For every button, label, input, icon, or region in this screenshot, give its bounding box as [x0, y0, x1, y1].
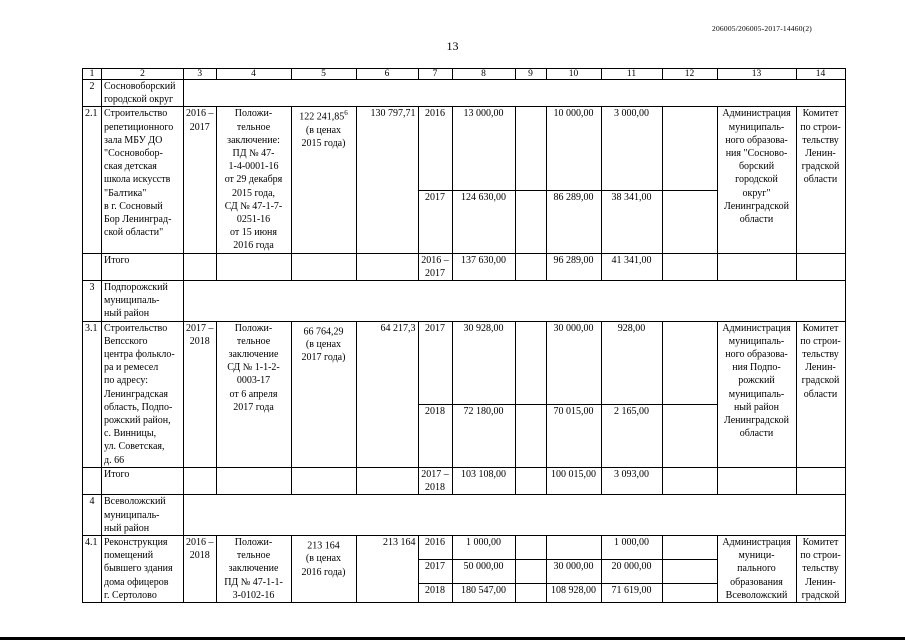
total-empty: [291, 467, 356, 494]
construction-period-line: 2018: [189, 550, 210, 562]
federal-budget: [515, 559, 546, 583]
total-empty: [356, 467, 418, 494]
cost-note-line: 2015 года): [301, 138, 346, 150]
section-row: [83, 80, 846, 107]
local-budget: 71 619,00: [601, 583, 662, 602]
local-budget: 3 000,00: [601, 107, 662, 190]
developer-line: Комитет: [802, 108, 839, 120]
total-label: Итого: [102, 467, 184, 494]
other-sources: [662, 583, 717, 602]
object-name-line: ской области": [104, 227, 164, 239]
total-empty: [216, 467, 291, 494]
total-row: [83, 253, 846, 280]
total-label: Итого: [102, 253, 184, 280]
regional-budget: [546, 535, 601, 559]
total-empty: [796, 253, 845, 280]
customer-line: муниципаль-: [728, 388, 785, 400]
column-number: 3: [184, 69, 217, 80]
regional-budget: 86 289,00: [546, 190, 601, 253]
expertise-conclusion: [216, 107, 291, 253]
expertise-conclusion-line: тельное: [236, 335, 271, 347]
column-number: 1: [83, 69, 102, 80]
customer-line: ный район: [733, 401, 780, 413]
cost-value: 122 241,85: [299, 111, 345, 123]
expertise-conclusion-line: 3-0102-16: [232, 589, 275, 601]
object-name-line: Реконструкция: [104, 536, 168, 548]
year: 2016: [418, 535, 452, 559]
total-period-line: 2017: [425, 267, 445, 279]
construction-period: [184, 535, 217, 602]
total-empty: [662, 467, 717, 494]
expertise-conclusion-line: 2015 года,: [231, 187, 276, 199]
section-name-line: Сосновоборский: [104, 81, 176, 92]
developer-line: по строи-: [800, 121, 841, 133]
estimated-cost: [291, 321, 356, 467]
regional-budget: 108 928,00: [546, 583, 601, 602]
funding-total: 124 630,00: [452, 190, 515, 253]
customer: [717, 535, 796, 602]
cost-value: 66 764,29: [303, 325, 344, 337]
cost-note-line: (в ценах: [305, 553, 342, 565]
estimated-cost: [291, 535, 356, 602]
remaining-cost: 130 797,71: [356, 107, 418, 253]
customer-line: Ленинградской: [724, 200, 789, 212]
column-number: 7: [418, 69, 452, 80]
total-num-empty: [83, 253, 102, 280]
object-name-line: в г. Сосновый: [104, 200, 163, 212]
item-year-row: [83, 107, 846, 190]
expertise-conclusion-line: от 15 июня: [229, 227, 277, 239]
object-name-line: помещений: [104, 550, 154, 562]
total-empty: [216, 253, 291, 280]
object-name-line: с. Винницы,: [104, 428, 157, 440]
section-number: 2: [83, 80, 102, 107]
object-name-line: центра фолькло-: [104, 349, 175, 361]
customer-line: муниципаль-: [728, 335, 785, 347]
item-number: 4.1: [83, 535, 102, 602]
other-sources: [662, 535, 717, 559]
column-number: 4: [216, 69, 291, 80]
total-empty: [662, 253, 717, 280]
other-sources: [662, 321, 717, 404]
customer-line: Всеволожский: [725, 589, 788, 601]
total-empty: [291, 253, 356, 280]
federal-budget: [515, 190, 546, 253]
program-table: [82, 68, 846, 603]
section-name-line: муниципаль-: [104, 509, 160, 521]
item-number: 2.1: [83, 107, 102, 253]
local-budget: 1 000,00: [601, 535, 662, 559]
cost-note-line: 2016 года): [301, 566, 346, 578]
section-row: [83, 495, 846, 536]
cost-value: 213 164: [307, 540, 340, 552]
object-name-line: рожский район,: [104, 415, 171, 427]
section-row: [83, 281, 846, 322]
funding-total: 13 000,00: [452, 107, 515, 190]
total-row: [83, 467, 846, 494]
customer-line: округ": [742, 187, 771, 199]
customer-line: ния Подпо-: [732, 362, 781, 374]
customer-line: области: [739, 214, 774, 226]
object-name-line: по адресу:: [104, 375, 149, 387]
total-empty: [515, 253, 546, 280]
other-sources: [662, 190, 717, 253]
object-name-line: Вепсского: [104, 335, 148, 347]
column-number-row: [83, 69, 846, 80]
customer-line: Администрация: [722, 536, 791, 548]
expertise-conclusion-line: Положи-: [234, 108, 273, 120]
total-regional: 96 289,00: [546, 253, 601, 280]
expertise-conclusion: [216, 535, 291, 602]
customer-line: ного образова-: [725, 349, 788, 361]
other-sources: [662, 404, 717, 467]
developer-line: Ленин-: [805, 576, 836, 588]
developer-line: тельству: [802, 134, 839, 146]
column-number: 9: [515, 69, 546, 80]
object-name-line: "Балтика": [104, 187, 147, 199]
construction-period-line: 2017: [189, 121, 210, 133]
customer-line: Администрация: [722, 322, 791, 334]
total-empty: [356, 253, 418, 280]
total-empty: [796, 467, 845, 494]
developer-line: Комитет: [802, 536, 839, 548]
expertise-conclusion-line: 2016 года: [233, 240, 274, 252]
federal-budget: [515, 535, 546, 559]
expertise-conclusion-line: тельное: [236, 550, 271, 562]
column-number: 12: [662, 69, 717, 80]
developer-line: тельству: [802, 563, 839, 575]
total-empty: [184, 253, 217, 280]
customer-line: пального: [737, 563, 776, 575]
federal-budget: [515, 583, 546, 602]
section-name-line: городской округ: [104, 94, 174, 106]
column-number: 6: [356, 69, 418, 80]
developer-line: тельству: [802, 349, 839, 361]
section-name: [102, 281, 184, 322]
expertise-conclusion-line: от 29 декабря: [224, 174, 283, 186]
year: 2017: [418, 559, 452, 583]
object-name: [102, 107, 184, 253]
local-budget: 20 000,00: [601, 559, 662, 583]
expertise-conclusion-line: 1-4-0001-16: [228, 161, 279, 173]
developer: [796, 535, 845, 602]
customer-line: ния "Сосново-: [725, 148, 788, 160]
federal-budget: [515, 107, 546, 190]
total-funding: 137 630,00: [452, 253, 515, 280]
year: 2018: [418, 583, 452, 602]
total-num-empty: [83, 467, 102, 494]
total-period: [418, 253, 452, 280]
section-empty: [184, 281, 846, 322]
regional-budget: 30 000,00: [546, 321, 601, 404]
object-name: [102, 535, 184, 602]
construction-period-line: 2016 –: [186, 108, 214, 120]
section-empty: [184, 495, 846, 536]
customer-line: ного образова-: [725, 134, 788, 146]
year: 2018: [418, 404, 452, 467]
section-name-line: Всеволожский: [104, 496, 166, 508]
developer-line: градской: [801, 375, 840, 387]
object-name-line: д. 66: [104, 454, 125, 466]
other-sources: [662, 559, 717, 583]
year: 2016: [418, 107, 452, 190]
object-name-line: зала МБУ ДО: [104, 134, 163, 146]
other-sources: [662, 107, 717, 190]
expertise-conclusion-line: 0003-17: [236, 375, 271, 387]
local-budget: 2 165,00: [601, 404, 662, 467]
object-name-line: ра и ремесел: [104, 362, 159, 374]
section-name: [102, 80, 184, 107]
column-number: 10: [546, 69, 601, 80]
total-empty: [717, 253, 796, 280]
expertise-conclusion-line: ПД № 47-1-1-: [224, 576, 283, 588]
cost-footnote-mark: 6: [344, 109, 348, 118]
developer-line: по строи-: [800, 550, 841, 562]
expertise-conclusion: [216, 321, 291, 467]
expertise-conclusion-line: Положи-: [234, 322, 273, 334]
total-local: 41 341,00: [601, 253, 662, 280]
developer-line: градской: [801, 161, 840, 173]
item-year-row: [83, 321, 846, 404]
cost-note-line: (в ценах: [305, 339, 342, 351]
funding-total: 1 000,00: [452, 535, 515, 559]
customer-line: Ленинградской: [724, 415, 789, 427]
expertise-conclusion-line: СД № 47-1-7-: [224, 200, 283, 212]
total-local: 3 093,00: [601, 467, 662, 494]
total-period-line: 2018: [425, 482, 445, 494]
local-budget: 928,00: [601, 321, 662, 404]
developer-line: Ленин-: [805, 148, 836, 160]
developer-line: области: [803, 174, 838, 186]
item-number: 3.1: [83, 321, 102, 467]
expertise-conclusion-line: заключение: [228, 349, 279, 361]
expertise-conclusion-line: 0251-16: [236, 214, 271, 226]
column-number: 11: [601, 69, 662, 80]
object-name-line: школа искусств: [104, 174, 171, 186]
object-name-line: г. Сертолово: [104, 589, 157, 601]
total-regional: 100 015,00: [546, 467, 601, 494]
developer-line: Ленин-: [805, 362, 836, 374]
construction-period-line: 2016 –: [186, 536, 214, 548]
customer-line: городской: [735, 174, 778, 186]
developer: [796, 321, 845, 467]
developer-line: области: [803, 388, 838, 400]
regional-budget: 10 000,00: [546, 107, 601, 190]
document-id: 206005/206005-2017-14460(2): [712, 24, 812, 33]
total-empty: [515, 467, 546, 494]
developer: [796, 107, 845, 253]
construction-period: [184, 321, 217, 467]
developer-line: по строи-: [800, 335, 841, 347]
expertise-conclusion-line: Положи-: [234, 536, 273, 548]
construction-period-line: 2018: [189, 335, 210, 347]
section-number: 3: [83, 281, 102, 322]
section-number: 4: [83, 495, 102, 536]
column-number: 2: [102, 69, 184, 80]
section-empty: [184, 80, 846, 107]
customer: [717, 107, 796, 253]
section-name-line: ный район: [104, 308, 150, 320]
customer-line: рожский: [738, 375, 775, 387]
customer: [717, 321, 796, 467]
expertise-conclusion-line: тельное: [236, 121, 271, 133]
funding-total: 30 928,00: [452, 321, 515, 404]
expertise-conclusion-line: от 6 апреля: [229, 388, 278, 400]
object-name-line: бывшего здания: [104, 563, 173, 575]
object-name-line: Ленинградская: [104, 388, 169, 400]
funding-total: 72 180,00: [452, 404, 515, 467]
expertise-conclusion-line: СД № 1-1-2-: [227, 362, 280, 374]
customer-line: борский: [738, 161, 775, 173]
customer-line: Администрация: [722, 108, 791, 120]
construction-period: [184, 107, 217, 253]
total-period-line: 2016 –: [421, 254, 449, 266]
column-number: 14: [796, 69, 845, 80]
object-name-line: ская детская: [104, 161, 157, 173]
object-name-line: Строительство: [104, 322, 168, 334]
column-number: 5: [291, 69, 356, 80]
object-name: [102, 321, 184, 467]
total-period-line: 2017 –: [421, 468, 449, 480]
remaining-cost: 64 217,3: [356, 321, 418, 467]
object-name-line: "Сосновобор-: [104, 148, 163, 160]
section-name-line: Подпорожский: [104, 282, 168, 294]
funding-total: 50 000,00: [452, 559, 515, 583]
section-name-line: муниципаль-: [104, 295, 160, 307]
section-name-line: ный район: [104, 522, 150, 534]
year: 2017: [418, 321, 452, 404]
developer-line: Комитет: [802, 322, 839, 334]
total-empty: [717, 467, 796, 494]
item-year-row: [83, 535, 846, 559]
estimated-cost: [291, 107, 356, 253]
expertise-conclusion-line: 2017 года: [233, 401, 274, 413]
federal-budget: [515, 404, 546, 467]
year: 2017: [418, 190, 452, 253]
total-empty: [184, 467, 217, 494]
section-name: [102, 495, 184, 536]
federal-budget: [515, 321, 546, 404]
total-funding: 103 108,00: [452, 467, 515, 494]
regional-budget: 70 015,00: [546, 404, 601, 467]
construction-period-line: 2017 –: [186, 322, 214, 334]
object-name-line: Бор Ленинград-: [104, 214, 172, 226]
object-name-line: ул. Советская,: [104, 441, 165, 453]
funding-total: 180 547,00: [452, 583, 515, 602]
remaining-cost: 213 164: [356, 535, 418, 602]
regional-budget: 30 000,00: [546, 559, 601, 583]
expertise-conclusion-line: ПД № 47-: [232, 148, 275, 160]
local-budget: 38 341,00: [601, 190, 662, 253]
expertise-conclusion-line: заключение: [228, 563, 279, 575]
expertise-conclusion-line: заключение:: [227, 134, 280, 146]
page-number: 13: [446, 39, 459, 53]
developer-line: градской: [801, 589, 840, 601]
object-name-line: Строительство: [104, 108, 168, 120]
customer-line: муници-: [738, 550, 775, 562]
customer-line: области: [739, 428, 774, 440]
column-number: 13: [717, 69, 796, 80]
customer-line: муниципаль-: [728, 121, 785, 133]
object-name-line: область, Подпо-: [104, 401, 173, 413]
column-number: 8: [452, 69, 515, 80]
customer-line: образования: [730, 576, 783, 588]
cost-note-line: 2017 года): [301, 352, 346, 364]
object-name-line: репетиционного: [104, 121, 174, 133]
object-name-line: дома офицеров: [104, 576, 169, 588]
cost-note-line: (в ценах: [305, 124, 342, 136]
total-period: [418, 467, 452, 494]
